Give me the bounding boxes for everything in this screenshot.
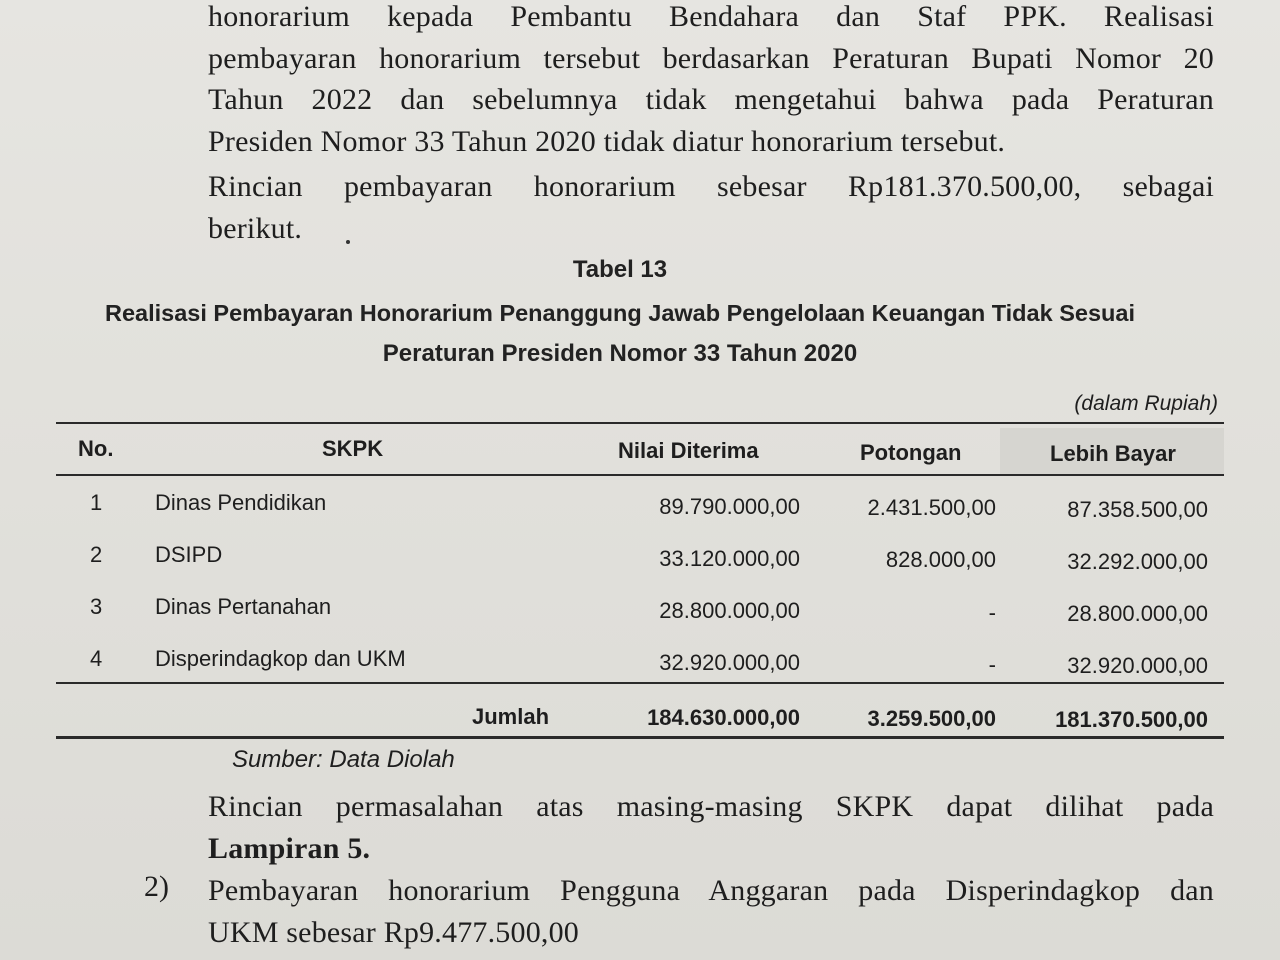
table-total-lebih-bayar: 181.370.500,00 [1055,707,1208,732]
table-cell-lebih-bayar: 32.292.000,00 [1067,549,1208,574]
table-cell-nilai-diterima: 32.920.000,00 [659,650,800,675]
table-cell-potongan: - [988,652,996,677]
column-header-skpk: SKPK [322,436,384,461]
paragraph-line: Rincian permasalahan atas masing-masing SKPK dapat dilihat pada [208,790,1214,823]
table-total-nilai-diterima: 184.630.000,00 [647,705,800,730]
table-cell-skpk: Dinas Pendidikan [155,490,327,515]
body-bottom-rule [56,682,1224,684]
paragraph-honorarium-context [208,0,1214,162]
column-header-lebih-bayar: Lebih Bayar [1050,441,1176,466]
list-item-number: 2) [144,870,169,903]
table-cell-nilai-diterima: 28.800.000,00 [659,598,800,623]
table-cell-nilai-diterima: 33.120.000,00 [659,546,800,571]
table-source-note: Sumber: Data Diolah [232,746,455,773]
table-caption-line-1: Realisasi Pembayaran Honorarium Penanggung Jawab Pengelolaan Keuangan Tidak Sesuai [105,300,1135,326]
column-header-potongan: Potongan [860,440,962,465]
paragraph-line: Rincian pembayaran honorarium sebesar Rp181.370.500,00, sebagai [208,170,1214,203]
paragraph-rincian-intro [208,166,1214,249]
table-cell-no: 2 [90,542,103,567]
table-cell-no: 3 [90,594,103,619]
column-header-no: No. [78,436,114,461]
table-cell-skpk: Disperindagkop dan UKM [155,646,406,671]
table-cell-no: 4 [90,646,103,671]
paragraph-line: honorarium kepada Pembantu Bendahara dan Staf PPK. Realisasi [208,0,1214,33]
table-cell-lebih-bayar: 28.800.000,00 [1067,601,1208,626]
paragraph-line: berikut. [208,211,303,245]
paragraph-line: pembayaran honorarium tersebut berdasarkan Peraturan Bupati Nomor 20 [208,41,1214,75]
table-total-label: Jumlah [472,704,550,729]
paragraph-line: Pembayaran honorarium Pengguna Anggaran pada Disperindagkop dan [208,874,1214,907]
table-top-rule [56,422,1224,424]
column-header-nilai-diterima: Nilai Diterima [618,438,759,463]
paragraph-line: Tahun 2022 dan sebelumnya tidak mengetahui bahwa pada Peraturan [208,83,1214,116]
table-bottom-rule [56,736,1224,739]
table-cell-lebih-bayar: 87.358.500,00 [1067,497,1208,522]
ink-dot [346,240,350,244]
header-bottom-rule [56,474,1224,476]
table-cell-nilai-diterima: 89.790.000,00 [659,494,800,519]
table-cell-skpk: Dinas Pertanahan [155,594,332,619]
table-unit-note: (dalam Rupiah) [1074,392,1218,415]
lampiran-reference: Lampiran 5. [208,831,371,865]
table-cell-skpk: DSIPD [155,542,223,567]
table-caption-line-2: Peraturan Presiden Nomor 33 Tahun 2020 [382,340,858,367]
table-cell-lebih-bayar: 32.920.000,00 [1067,653,1208,678]
paragraph-line: Presiden Nomor 33 Tahun 2020 tidak diatur honorarium tersebut. [208,124,1006,158]
table-cell-no: 1 [90,490,103,515]
list-item-text [208,870,1214,953]
table-total-potongan: 3.259.500,00 [867,706,996,731]
table-cell-potongan: 2.431.500,00 [867,495,996,520]
table-cell-potongan: 828.000,00 [885,547,996,572]
table-label: Tabel 13 [572,256,668,283]
table-cell-potongan: - [988,600,996,625]
paragraph-line: UKM sebesar Rp9.477.500,00 [208,915,580,949]
paragraph-lampiran-reference [208,786,1214,869]
